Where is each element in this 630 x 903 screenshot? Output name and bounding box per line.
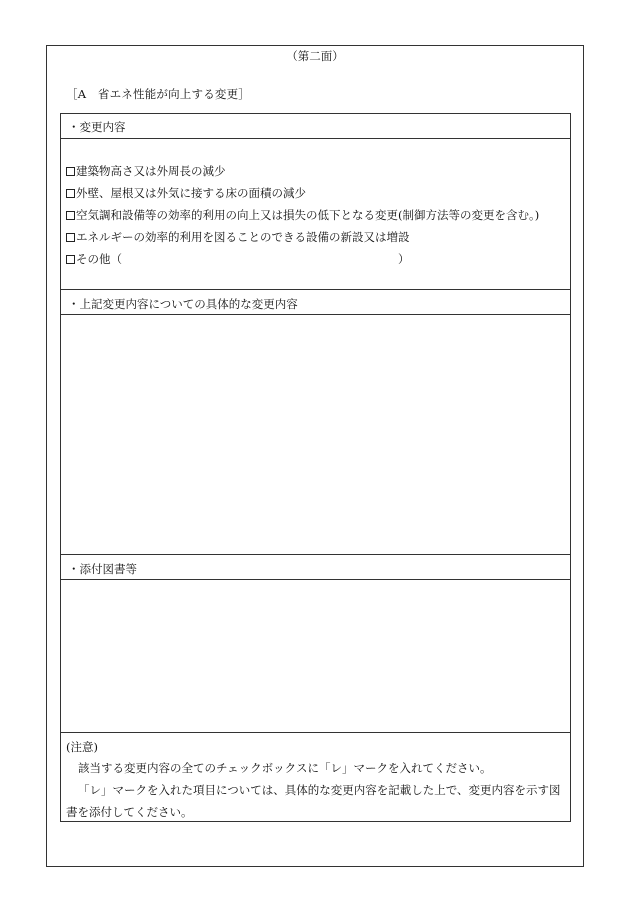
change-content-header: ・変更内容 [68, 120, 126, 134]
attachments-entry-area[interactable] [61, 581, 570, 731]
other-close-paren: ） [398, 252, 410, 266]
section-heading: ［A 省エネ性能が向上する変更］ [66, 87, 251, 101]
page-title: （第二面） [286, 49, 344, 63]
checkbox[interactable] [66, 255, 75, 264]
checkbox[interactable] [66, 233, 75, 242]
detail-entry-area[interactable] [61, 316, 570, 554]
check-label: 建築物高さ又は外周長の減少 [76, 164, 226, 178]
check-label: その他（ [76, 252, 122, 266]
notes-divider [60, 732, 571, 733]
check-item-air-conditioning[interactable] [66, 207, 539, 223]
note-line-1: 該当する変更内容の全てのチェックボックスに「レ」マークを入れてください。 [78, 761, 492, 775]
checkbox[interactable] [66, 167, 75, 176]
check-item-energy-equipment[interactable] [66, 229, 410, 245]
change-content-header-row [60, 113, 571, 139]
detail-header: ・上記変更内容についての具体的な変更内容 [68, 297, 298, 311]
note-line-2: 「レ」マークを入れた項目については、具体的な変更内容を記載した上で、変更内容を示す図 [78, 783, 561, 797]
check-item-wall-roof-floor[interactable] [66, 185, 306, 201]
note-line-3: 書を添付してください。 [66, 805, 193, 819]
check-label: 外壁、屋根又は外気に接する床の面積の減少 [76, 186, 306, 200]
attachments-header: ・添付図書等 [68, 562, 137, 576]
notes-title: (注意) [66, 740, 98, 754]
check-item-other[interactable] [66, 251, 122, 267]
check-item-height-perimeter[interactable] [66, 163, 226, 179]
check-label: エネルギーの効率的利用を図ることのできる設備の新設又は増設 [76, 230, 410, 244]
checkbox[interactable] [66, 189, 75, 198]
checkbox[interactable] [66, 211, 75, 220]
check-label: 空気調和設備等の効率的利用の向上又は損失の低下となる変更(制御方法等の変更を含む。) [76, 208, 540, 222]
